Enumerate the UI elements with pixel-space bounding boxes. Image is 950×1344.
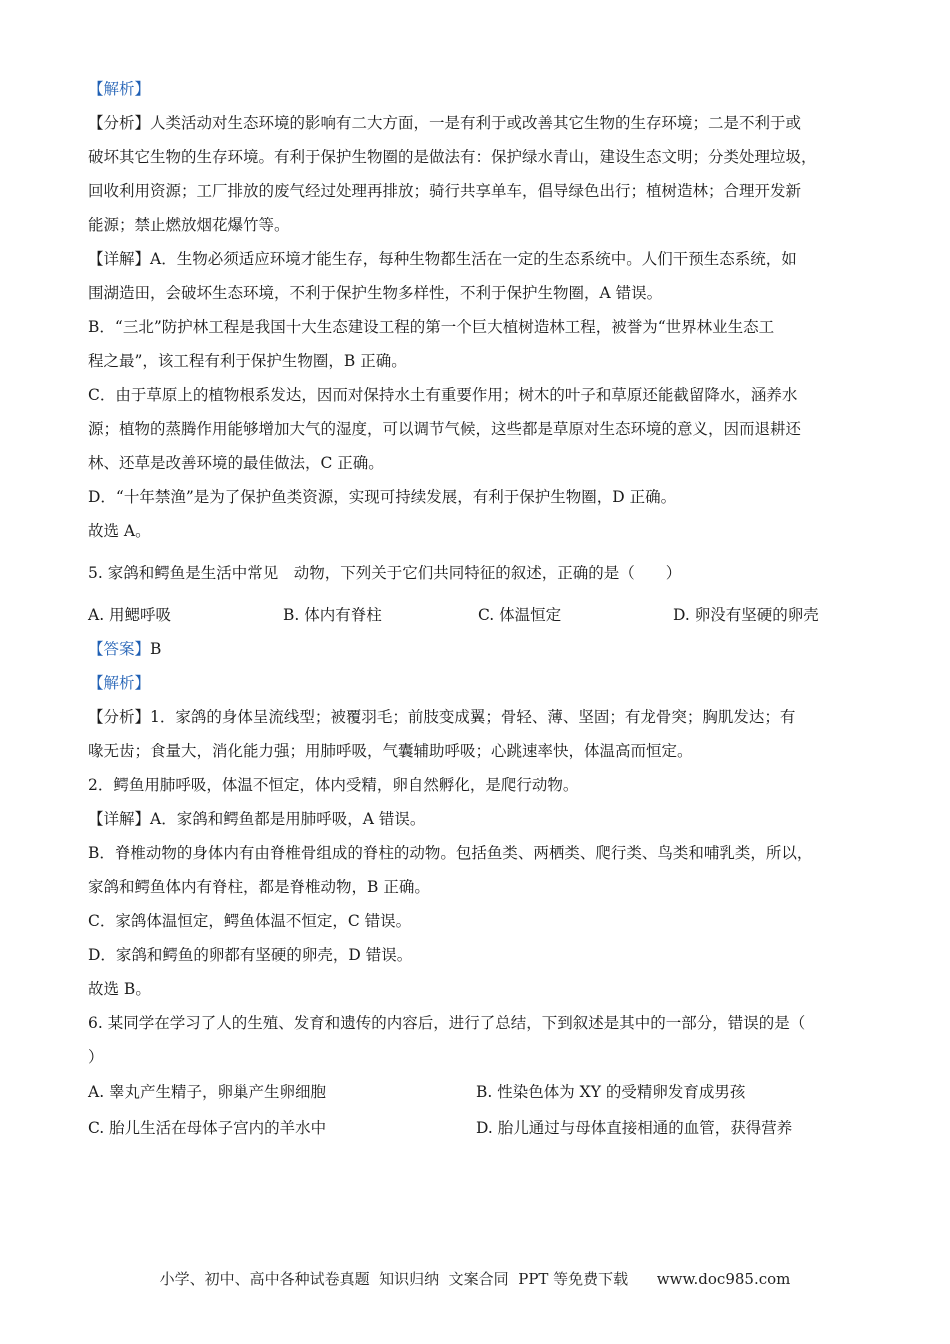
analysis-heading: 【解析】 (88, 674, 151, 692)
text-line: 林、还草是改善环境的最佳做法，C 正确。 (88, 454, 384, 472)
question-6-options-row1 (88, 1074, 868, 1110)
option-c: C. 体温恒定 (478, 606, 562, 624)
text-line: 围湖造田，会破坏生态环境，不利于保护生物多样性，不利于保护生物圈，A 错误。 (88, 284, 663, 302)
text-line: 源；植物的蒸腾作用能够增加大气的湿度，可以调节气候，这些都是草原对生态环境的意义，因而退耕还 (88, 420, 802, 438)
conclusion-line: 故选 A。 (88, 522, 151, 540)
option-a: A. 睾丸产生精子，卵巢产生卵细胞 (88, 1083, 327, 1101)
text-line: C．家鸽体温恒定，鳄鱼体温不恒定，C 错误。 (88, 912, 412, 930)
option-b: B. 体内有脊柱 (283, 606, 382, 624)
text-line: 程之最”，该工程有利于保护生物圈，B 正确。 (88, 352, 407, 370)
analysis-paragraph: 【分析】人类活动对生态环境的影响有二大方面，一是有利于或改善其它生物的生存环境；二是不利于或 (88, 114, 802, 132)
explanation-paragraph: 【详解】A．生物必须适应环境才能生存，每种生物都生活在一定的生态系统中。人们干预生态系统，如 (88, 250, 797, 268)
question-6-options-row2 (88, 1110, 868, 1146)
page-content (88, 72, 868, 1146)
answer-value: B (150, 640, 162, 658)
xiangjie-tag: 【详解】 (88, 810, 151, 828)
text-line: B．“三北”防护林工程是我国十大生态建设工程的第一个巨大植树造林工程，被誉为“世界林业生态工 (88, 318, 775, 336)
text-line: B．脊椎动物的身体内有由脊椎骨组成的脊柱的动物。包括鱼类、两栖类、爬行类、鸟类和哺乳类，所以， (88, 844, 813, 862)
text-line: 破坏其它生物的生存环境。有利于保护生物圈的是做法有：保护绿水青山，建设生态文明；分类处理垃圾， (88, 148, 817, 166)
question-6-stem-cont: ） (88, 1048, 104, 1066)
option-d: D. 胎儿通过与母体直接相通的血管，获得营养 (476, 1119, 793, 1137)
option-b: B. 性染色体为 XY 的受精卵发育成男孩 (476, 1083, 746, 1101)
option-d: D. 卵没有坚硬的卵壳 (673, 606, 819, 624)
explanation-paragraph: 【详解】A．家鸽和鳄鱼都是用肺呼吸，A 错误。 (88, 810, 426, 828)
xiangjie-tag: 【详解】 (88, 250, 151, 268)
page-footer: 小学、初中、高中各种试卷真题 知识归纳 文案合同 PPT 等免费下载 www.doc985.com (159, 1270, 791, 1288)
text-line: 家鸽和鳄鱼体内有脊柱，都是脊椎动物，B 正确。 (88, 878, 430, 896)
text-line: 喙无齿；食量大，消化能力强；用肺呼吸，气囊辅助呼吸；心跳速率快，体温高而恒定。 (88, 742, 693, 760)
analysis-paragraph: 【分析】1．家鸽的身体呈流线型；被覆羽毛；前肢变成翼；骨轻、薄、坚固；有龙骨突；胸肌发达；有 (88, 708, 796, 726)
text-line: 回收利用资源；工厂排放的废气经过处理再排放；骑行共享单车，倡导绿色出行；植树造林；合理开发新 (88, 182, 802, 200)
text-line: C．由于草原上的植物根系发达，因而对保持水土有重要作用；树木的叶子和草原还能截留降水，涵养水 (88, 386, 798, 404)
fenxi-tag: 【分析】 (88, 114, 151, 132)
answer-tag: 【答案】 (88, 640, 151, 658)
question-6-stem: 6. 某同学在学习了人的生殖、发育和遗传的内容后，进行了总结，下到叙述是其中的一部分，错误的是（ (88, 1014, 806, 1032)
text-line: 2．鳄鱼用肺呼吸，体温不恒定，体内受精，卵自然孵化，是爬行动物。 (88, 776, 579, 794)
text-line: 能源；禁止燃放烟花爆竹等。 (88, 216, 290, 234)
text-line: D．“十年禁渔”是为了保护鱼类资源，实现可持续发展，有利于保护生物圈，D 正确。 (88, 488, 677, 506)
analysis-heading: 【解析】 (88, 80, 151, 98)
option-a: A. 用鳃呼吸 (88, 606, 172, 624)
text-line: D．家鸽和鳄鱼的卵都有坚硬的卵壳，D 错误。 (88, 946, 413, 964)
option-c: C. 胎儿生活在母体子宫内的羊水中 (88, 1119, 327, 1137)
question-5-options (88, 598, 868, 632)
conclusion-line: 故选 B。 (88, 980, 151, 998)
answer-line (88, 632, 868, 666)
question-5-stem: 5. 家鸽和鳄鱼是生活中常见 动物，下列关于它们共同特征的叙述，正确的是（ ） (88, 564, 682, 582)
fenxi-tag: 【分析】 (88, 708, 151, 726)
